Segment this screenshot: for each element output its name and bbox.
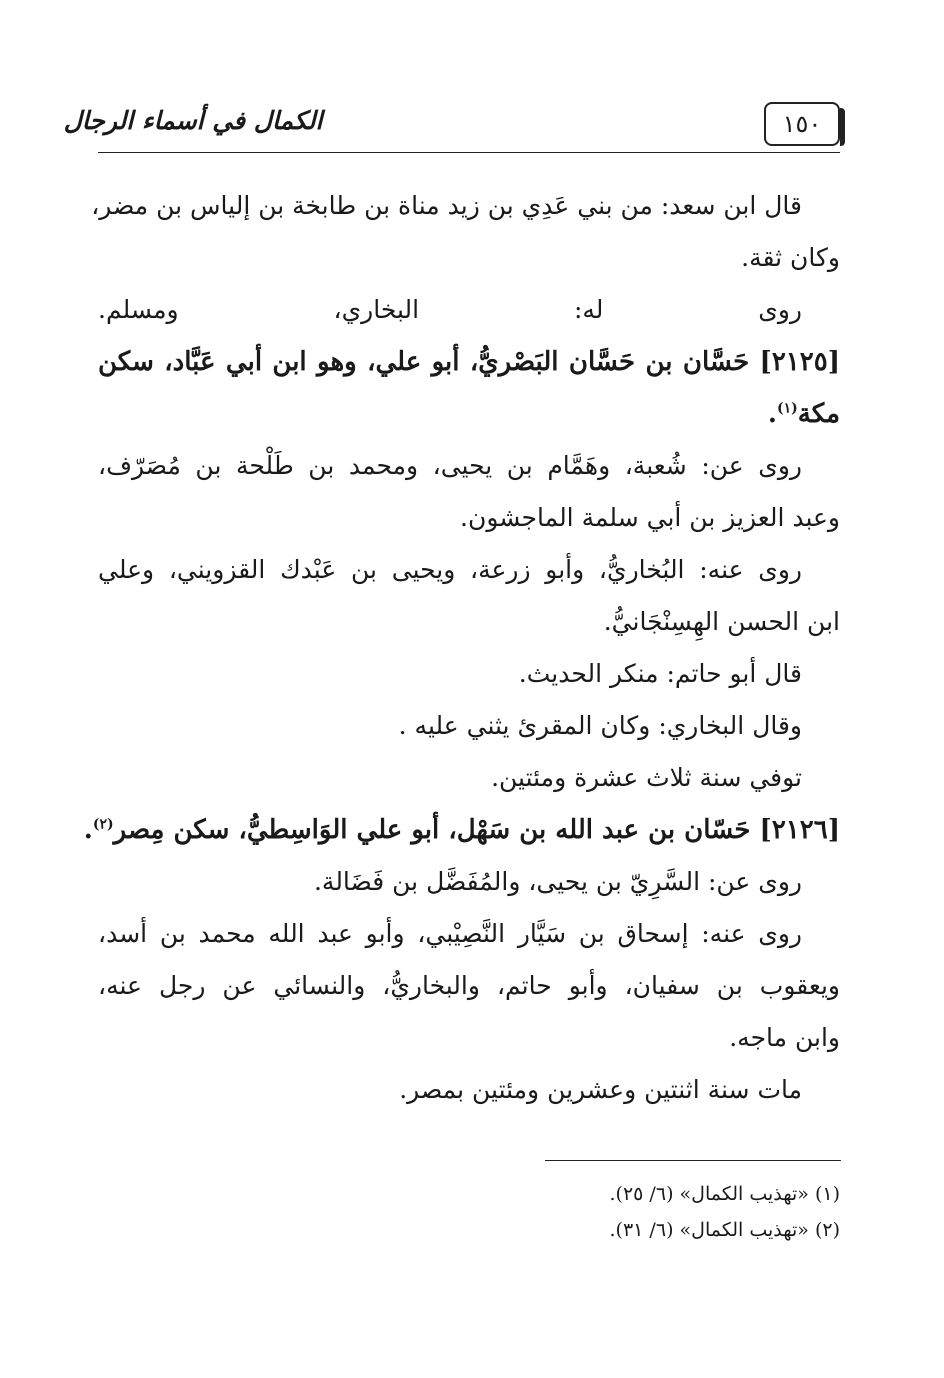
footnote-marker: (٢) [92, 816, 114, 833]
text-line [98, 908, 840, 960]
line-text: روى عنه: البُخاريُّ، وأبو زرعة، ويحيى بن عَبْدك القزويني، وعلي [98, 555, 802, 584]
line-text: ويعقوب بن سفيان، وأبو حاتم، والبخاريُّ، والنسائي عن رجل عنه، [98, 971, 840, 1000]
line-text: [٢١٢٦] حَسّان بن عبد الله بن سَهْل، أبو علي الوَاسِطيُّ، سكن مِصر [113, 815, 840, 845]
line-text: قال أبو حاتم: منكر الحديث. [518, 659, 802, 688]
text-line [98, 492, 840, 544]
line-text: وقال البخاري: وكان المقرئ يثني عليه . [398, 711, 802, 740]
entry-heading-line [98, 336, 840, 388]
book-title: الكمال في أسماء الرجال [63, 105, 323, 135]
text-line [98, 544, 840, 596]
text-line [98, 960, 840, 1012]
page-number: ١٥٠ [764, 102, 840, 146]
line-text: روى له: البخاري، ومسلم. [98, 295, 802, 324]
line-text: قال ابن سعد: من بني عَدِي بن زيد مناة بن طابخة بن إلياس بن مضر، [91, 191, 802, 220]
line-text: [٢١٢٥] حَسَّان بن حَسَّان البَصْريُّ، أبو علي، وهو ابن أبي عَبَّاد، سكن [98, 347, 840, 377]
line-text: مكة [797, 399, 840, 429]
text-line [98, 440, 840, 492]
line-punctuation: . [83, 815, 93, 845]
line-punctuation: . [767, 399, 777, 429]
footnote-divider [545, 1160, 841, 1161]
entry-heading-line [83, 804, 840, 856]
text-line [98, 232, 840, 284]
footnote-2: (٢) «تهذيب الكمال» (٦/ ٣١). [609, 1219, 840, 1241]
text-line [98, 284, 840, 336]
line-text: روى عنه: إسحاق بن سَيَّار النَّصِيْبي، وأبو عبد الله محمد بن أسد، [98, 919, 802, 948]
header-divider [98, 152, 840, 153]
page-header [63, 92, 840, 154]
text-line [98, 1012, 840, 1064]
line-text: توفي سنة ثلاث عشرة ومئتين. [491, 763, 802, 792]
footnote-1: (١) «تهذيب الكمال» (٦/ ٢٥). [609, 1183, 840, 1205]
entry-heading-line [98, 388, 840, 440]
page-body [83, 180, 840, 1116]
line-text: وكان ثقة. [741, 243, 840, 272]
text-line [98, 700, 840, 752]
line-text: ابن الحسن الهِسِنْجَانيُّ. [603, 607, 840, 636]
text-line [98, 596, 840, 648]
line-text: وعبد العزيز بن أبي سلمة الماجشون. [460, 503, 840, 532]
text-line [98, 752, 840, 804]
line-text: روى عن: شُعبة، وهَمَّام بن يحيى، ومحمد بن طَلْحة بن مُصَرّف، [98, 451, 802, 480]
text-line [91, 180, 840, 232]
text-line [98, 856, 840, 908]
line-text: روى عن: السَّرِيّ بن يحيى، والمُفَضَّل بن فَضَالة. [313, 867, 802, 896]
text-line [98, 648, 840, 700]
line-text: وابن ماجه. [729, 1023, 840, 1052]
line-text: مات سنة اثنتين وعشرين ومئتين بمصر. [399, 1075, 802, 1104]
footnotes [98, 1176, 840, 1248]
footnote-marker: (١) [776, 400, 798, 417]
text-line [98, 1064, 840, 1116]
